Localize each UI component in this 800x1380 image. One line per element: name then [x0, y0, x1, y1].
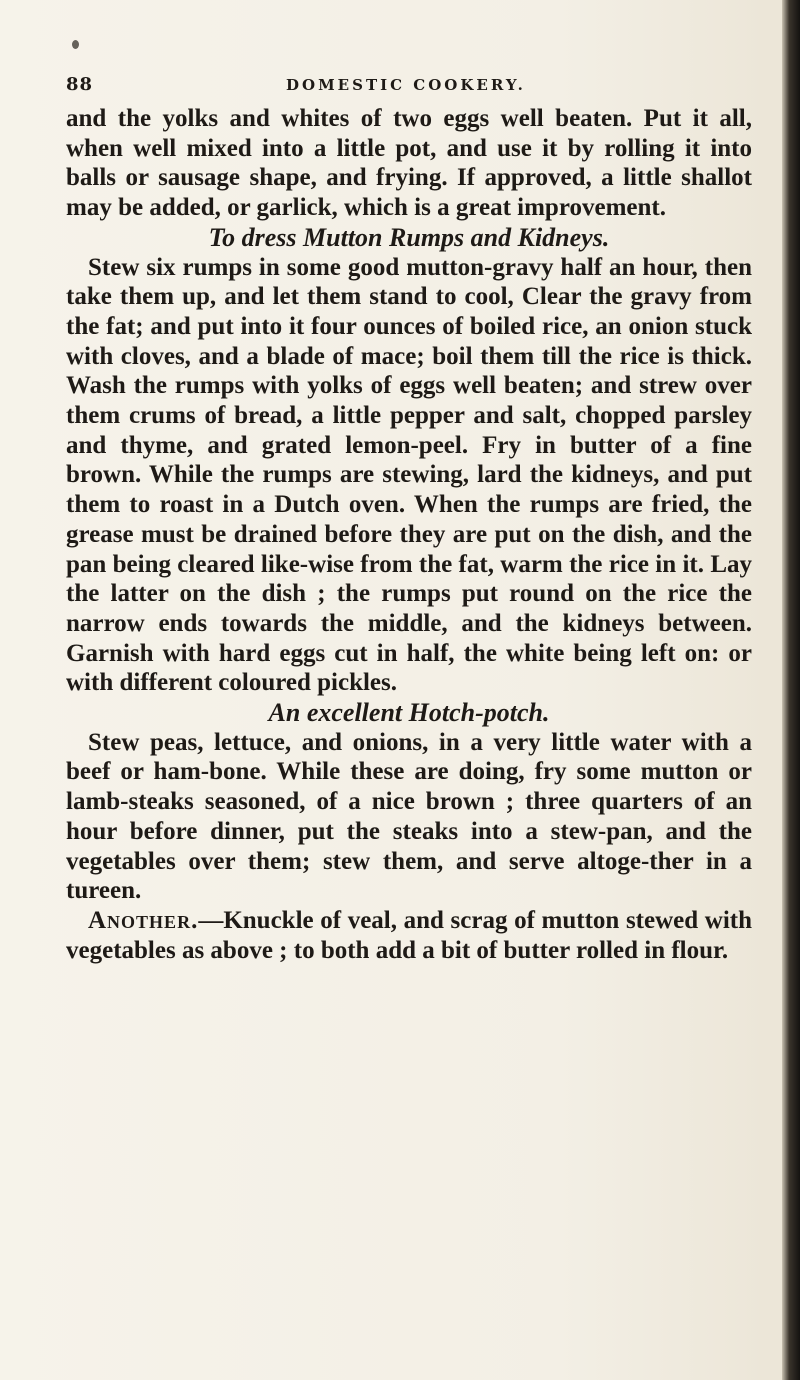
recipe-body-mutton-rumps: Stew six rumps in some good mutton-gravy half an hour, then take them up, and let them stand to cool, Clear the gravy from the fat; and put into it four ounces of boiled rice, an onion stuck with cloves, and a blade of mace; boil them till the rice is thick. Wash the rumps with yolks of eggs well beaten; and strew over them crums of bread, a little pepper and salt, chopped parsley and thyme, and grated lemon-peel. Fry in butter of a fine brown. While the rumps are stewing, lard the kidneys, and put them to roast in a Dutch oven. When the rumps are fried, the grease must be drained before they are put on the dish, and the pan being cleared like-wise from the fat, warm the rice in it. Lay the latter on the dish ; the rumps put round on the rice the narrow ends towards the middle, and the kidneys between. Garnish with hard eggs cut in half, the white being left on: or with different coloured pickles. [66, 253, 752, 697]
recipe-title-mutton-rumps: To dress Mutton Rumps and Kidneys. [208, 222, 610, 252]
page-body [66, 104, 752, 965]
book-spine-edge [782, 0, 800, 1380]
page-header [66, 74, 746, 98]
another-body: —Knuckle of veal, and scrag of mutton stewed with vegetables as above ; to both add a bit of butter rolled in flour. [66, 906, 752, 964]
ink-spot [72, 40, 79, 49]
running-head: DOMESTIC COOKERY. [286, 76, 526, 94]
recipe-title-hotch-potch: An excellent Hotch-potch. [268, 698, 550, 728]
page-number: 88 [66, 74, 94, 95]
another-label: Another. [88, 906, 199, 934]
intro-paragraph: and the yolks and whites of two eggs well beaten. Put it all, when well mixed into a little pot, and use it by rolling it into balls or sausage shape, and frying. If approved, a little shallot may be added, or garlick, which is a great improvement. [66, 105, 752, 222]
recipe-body-hotch-potch: Stew peas, lettuce, and onions, in a very little water with a beef or ham-bone. While these are doing, fry some mutton or lamb-steaks seasoned, of a nice brown ; three quarters of an hour before dinner, put the steaks into a stew-pan, and the vegetables over them; stew them, and serve altoge-ther in a tureen. [66, 728, 752, 905]
recipe-another [66, 906, 752, 965]
